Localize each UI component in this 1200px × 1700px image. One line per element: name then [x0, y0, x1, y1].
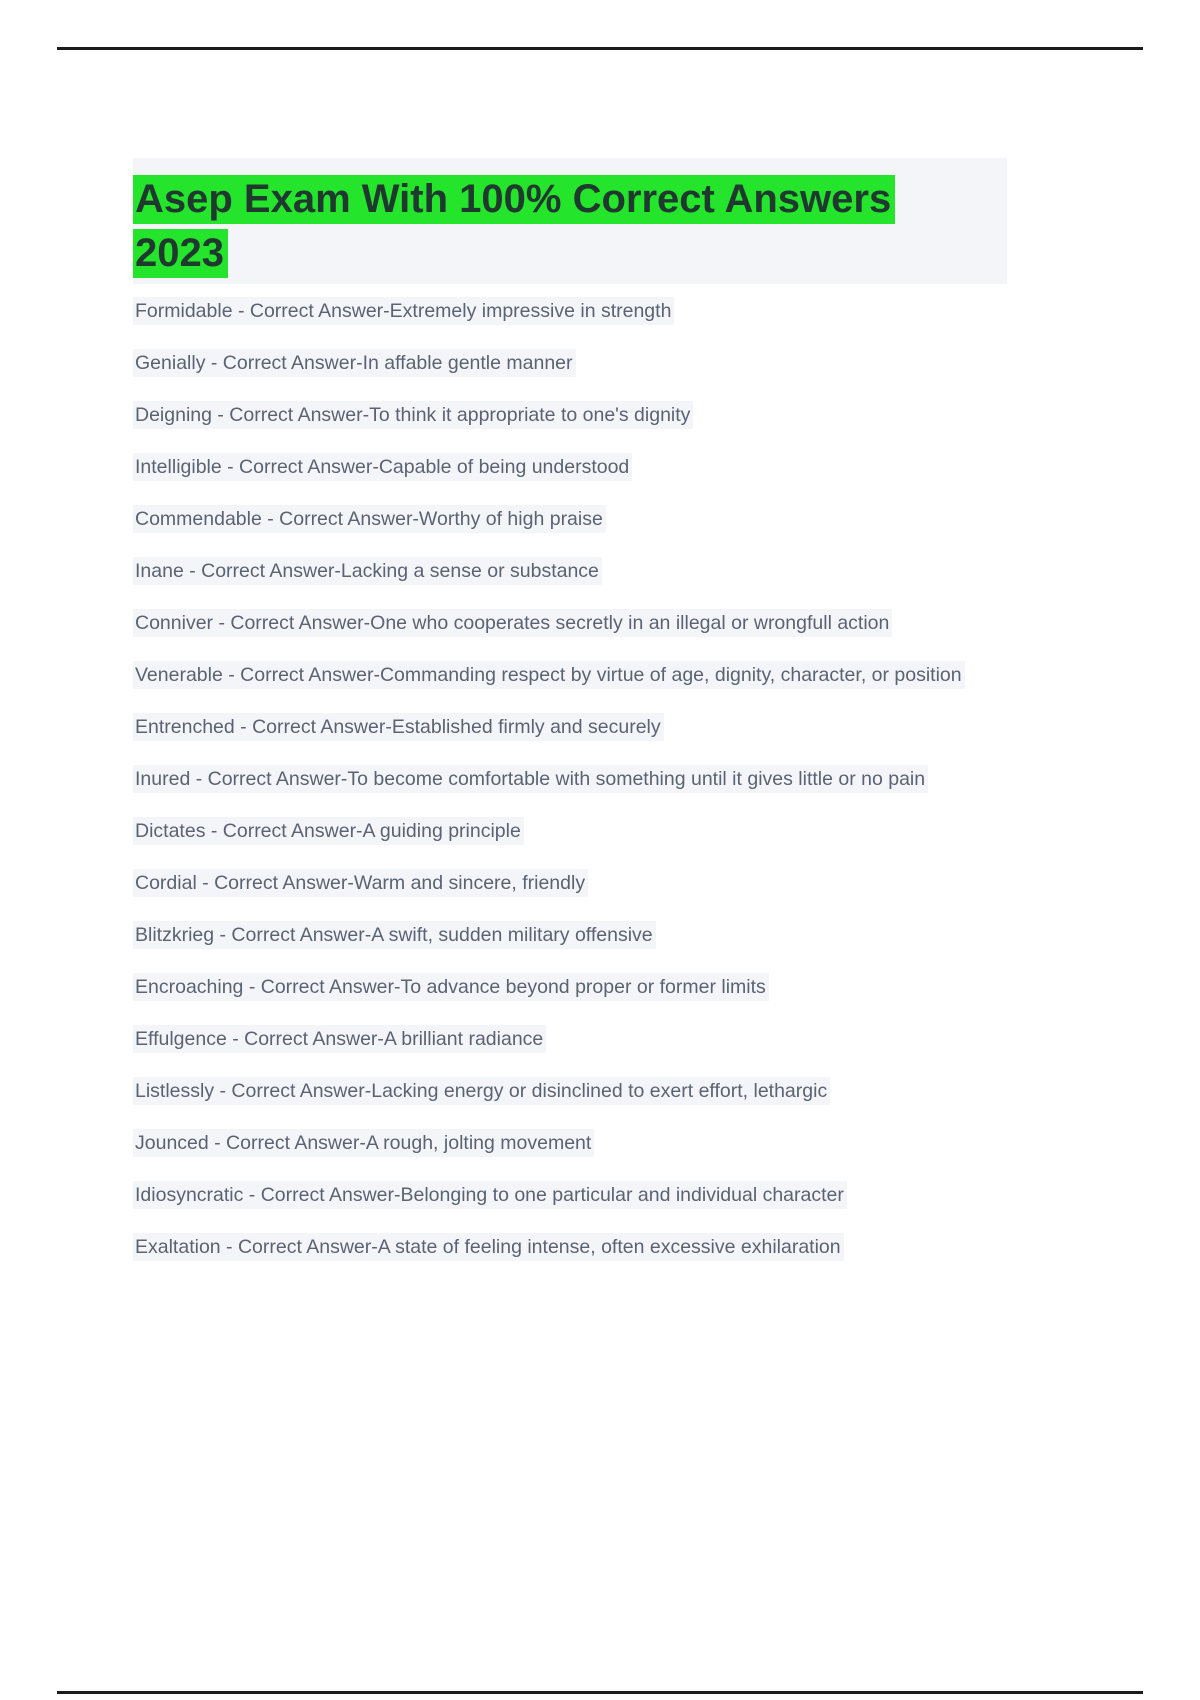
- qa-item: [133, 974, 1007, 1000]
- qa-item-text: Inured - Correct Answer-To become comfortable with something until it gives little or no pain: [133, 765, 928, 793]
- qa-item: [133, 1182, 1007, 1208]
- qa-item-text: Inane - Correct Answer-Lacking a sense or substance: [133, 557, 602, 585]
- document-body: [133, 158, 1007, 1286]
- qa-item-text: Intelligible - Correct Answer-Capable of being understood: [133, 453, 632, 481]
- qa-item-text: Venerable - Correct Answer-Commanding respect by virtue of age, dignity, character, or position: [133, 661, 965, 689]
- qa-item-text: Formidable - Correct Answer-Extremely impressive in strength: [133, 297, 674, 325]
- qa-item: [133, 714, 1007, 740]
- qa-item: [133, 870, 1007, 896]
- page-title: [133, 158, 1007, 284]
- qa-item: [133, 1130, 1007, 1156]
- qa-item-text: Conniver - Correct Answer-One who cooperates secretly in an illegal or wrongfull action: [133, 609, 892, 637]
- qa-item: [133, 298, 1007, 324]
- bottom-rule: [57, 1691, 1143, 1694]
- qa-item-text: Exaltation - Correct Answer-A state of feeling intense, often excessive exhilaration: [133, 1233, 844, 1261]
- top-rule: [57, 47, 1143, 50]
- qa-item: [133, 818, 1007, 844]
- qa-item-text: Entrenched - Correct Answer-Established firmly and securely: [133, 713, 664, 741]
- qa-item: [133, 922, 1007, 948]
- qa-item-text: Dictates - Correct Answer-A guiding principle: [133, 817, 524, 845]
- qa-item: [133, 558, 1007, 584]
- qa-item-text: Deigning - Correct Answer-To think it appropriate to one's dignity: [133, 401, 693, 429]
- qa-item-text: Encroaching - Correct Answer-To advance beyond proper or former limits: [133, 973, 769, 1001]
- qa-item-text: Genially - Correct Answer-In affable gentle manner: [133, 349, 576, 377]
- qa-item: [133, 350, 1007, 376]
- qa-item-text: Jounced - Correct Answer-A rough, jolting movement: [133, 1129, 594, 1157]
- title-highlight-line2: 2023: [133, 229, 228, 278]
- qa-item: [133, 506, 1007, 532]
- qa-item: [133, 1078, 1007, 1104]
- qa-item: [133, 402, 1007, 428]
- title-highlight-line1: Asep Exam With 100% Correct Answers: [133, 175, 895, 224]
- qa-item: [133, 1234, 1007, 1260]
- qa-list: [133, 298, 1007, 1260]
- qa-item: [133, 662, 1007, 688]
- qa-item-text: Effulgence - Correct Answer-A brilliant radiance: [133, 1025, 546, 1053]
- qa-item-text: Blitzkrieg - Correct Answer-A swift, sudden military offensive: [133, 921, 656, 949]
- qa-item: [133, 1026, 1007, 1052]
- qa-item-text: Commendable - Correct Answer-Worthy of high praise: [133, 505, 606, 533]
- qa-item: [133, 766, 1007, 792]
- qa-item-text: Idiosyncratic - Correct Answer-Belonging to one particular and individual character: [133, 1181, 847, 1209]
- qa-item: [133, 610, 1007, 636]
- qa-item-text: Listlessly - Correct Answer-Lacking energy or disinclined to exert effort, lethargic: [133, 1077, 830, 1105]
- qa-item: [133, 454, 1007, 480]
- qa-item-text: Cordial - Correct Answer-Warm and sincere, friendly: [133, 869, 588, 897]
